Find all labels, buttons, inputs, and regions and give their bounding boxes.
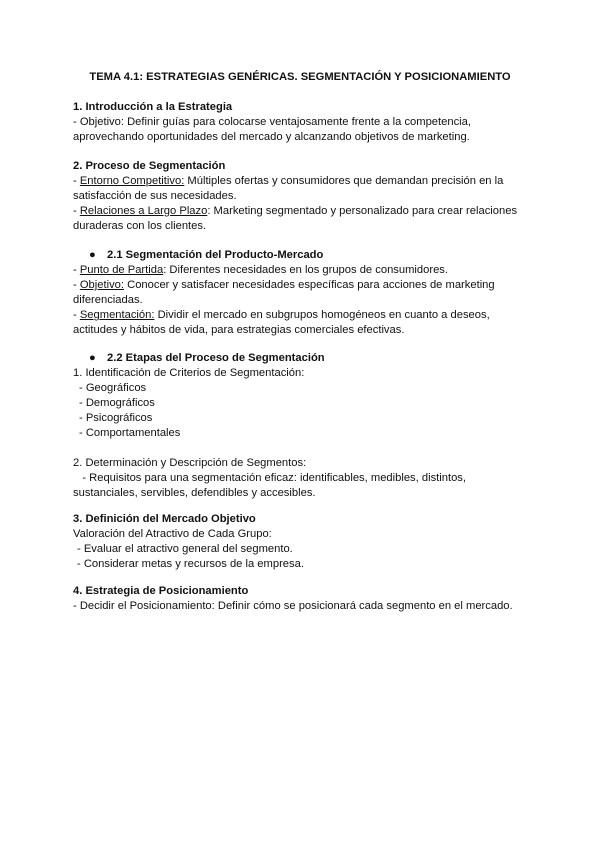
criteria-item: - Comportamentales <box>79 427 181 439</box>
list-item: - Evaluar el atractivo general del segmento. <box>77 543 293 555</box>
step-line: 1. Identificación de Criterios de Segmentación: <box>73 367 305 379</box>
item-text: : Marketing segmentado y personalizado para crear relaciones <box>207 205 518 217</box>
subsection-heading-text: 2.1 Segmentación del Producto-Mercado <box>107 249 324 261</box>
item-text: Múltiples ofertas y consumidores que demandan precisión en la <box>184 175 504 187</box>
list-item <box>73 278 533 293</box>
paragraph-line: - Requisitos para una segmentación eficaz: identificables, medibles, distintos, <box>73 472 467 484</box>
list-item: - Considerar metas y recursos de la empresa. <box>77 558 304 570</box>
item-prefix: - <box>73 205 80 217</box>
subsection-heading <box>73 248 533 263</box>
item-prefix: - <box>73 175 80 187</box>
section-posicionamiento <box>73 584 533 614</box>
item-prefix: - <box>73 309 80 321</box>
list-item <box>73 204 533 219</box>
list-item <box>73 174 533 189</box>
list-item <box>73 308 533 323</box>
document-title: TEMA 4.1: ESTRATEGIAS GENÉRICAS. SEGMENTACIÓN Y POSICIONAMIENTO <box>89 71 511 83</box>
section-heading: 1. Introducción a la Estrategia <box>73 101 233 113</box>
section-introduccion <box>73 100 533 145</box>
section-heading: 3. Definición del Mercado Objetivo <box>73 513 256 525</box>
paragraph-line: sustanciales, servibles, defendibles y accesibles. <box>73 487 316 499</box>
item-text: Conocer y satisfacer necesidades específicas para acciones de marketing <box>124 279 495 291</box>
list-item <box>73 263 533 278</box>
subsection-heading-text: 2.2 Etapas del Proceso de Segmentación <box>107 352 325 364</box>
section-etapas-proceso <box>73 351 533 501</box>
criteria-item: - Psicográficos <box>79 412 153 424</box>
item-text: : Diferentes necesidades en los grupos de consumidores. <box>163 264 449 276</box>
item-label: Segmentación: <box>79 309 155 321</box>
item-prefix: - <box>73 279 80 291</box>
spacer <box>73 441 533 456</box>
step-line: 2. Determinación y Descripción de Segmentos: <box>73 457 307 469</box>
paragraph-line: Valoración del Atractivo de Cada Grupo: <box>73 528 272 540</box>
bullet-icon: ● <box>89 249 96 261</box>
list-item-continuation: duraderas con los clientes. <box>73 220 207 232</box>
criteria-item: - Demográficos <box>79 397 155 409</box>
item-text: Dividir el mercado en subgrupos homogéneos en cuanto a deseos, <box>154 309 490 321</box>
list-item-continuation: satisfacción de sus necesidades. <box>73 190 237 202</box>
item-prefix: - <box>73 264 80 276</box>
section-segmentacion-producto-mercado <box>73 248 533 338</box>
section-heading: 4. Estrategia de Posicionamiento <box>73 585 249 597</box>
list-item-continuation: diferenciadas. <box>73 294 143 306</box>
subsection-heading <box>73 351 533 366</box>
paragraph-line: - Objetivo: Definir guías para colocarse ventajosamente frente a la competencia, <box>73 116 471 128</box>
section-mercado-objetivo <box>73 512 533 572</box>
paragraph-line: aprovechando oportunidades del mercado y alcanzando objetivos de marketing. <box>73 131 470 143</box>
criteria-item: - Geográficos <box>79 382 147 394</box>
paragraph-line: - Decidir el Posicionamiento: Definir cómo se posicionará cada segmento en el mercado. <box>73 600 513 612</box>
section-heading: 2. Proceso de Segmentación <box>73 160 226 172</box>
section-proceso-segmentacion <box>73 159 533 234</box>
item-label: Entorno Competitivo: <box>79 175 185 187</box>
item-label: Relaciones a Largo Plazo <box>79 205 208 217</box>
item-label: Punto de Partida <box>79 264 164 276</box>
list-item-continuation: actitudes y hábitos de vida, para estrategias comerciales efectivas. <box>73 324 405 336</box>
bullet-icon: ● <box>89 352 96 364</box>
item-label: Objetivo: <box>79 279 124 291</box>
